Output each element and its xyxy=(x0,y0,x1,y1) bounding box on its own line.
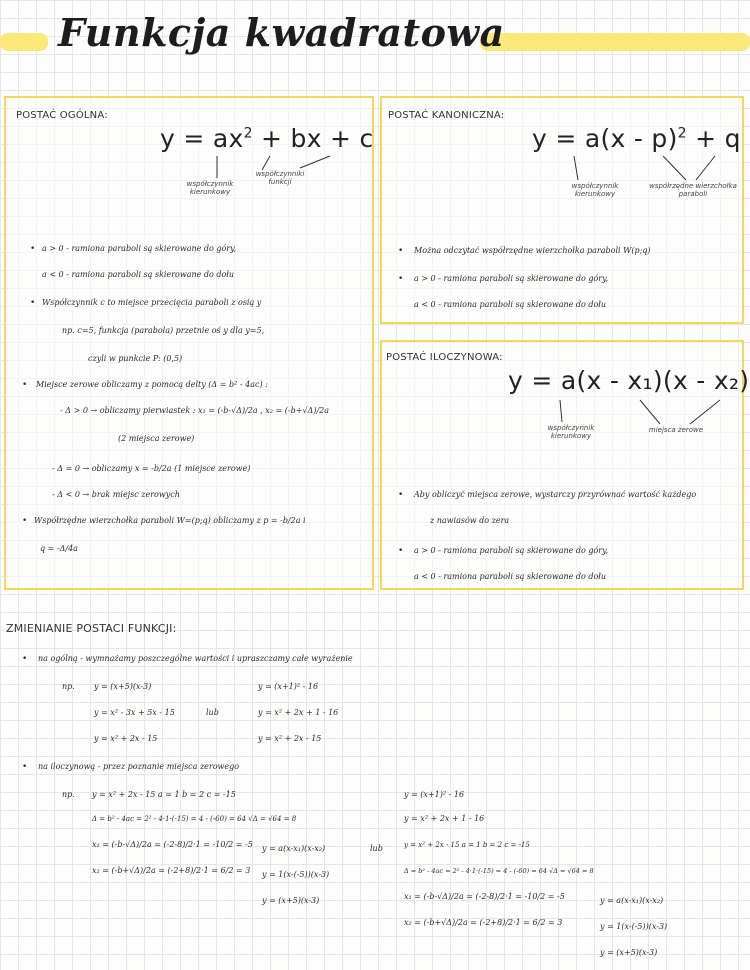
bullet: • xyxy=(398,490,404,500)
connector-line xyxy=(560,400,562,422)
ex2-line-4: x₂ = (-b+√Δ)/2a = (-2+8)/2·1 = 6/2 = 3 xyxy=(92,866,251,875)
general-line-4: np. c=5, funkcja (parabola) przetnie oś y dla y=5, xyxy=(62,326,265,335)
page-title: Funkcja kwadratowa xyxy=(58,10,505,55)
bullet: • xyxy=(22,380,28,390)
general-line-5: czyli w punkcie P: (0,5) xyxy=(88,354,183,363)
ex1-left-1: y = (x+5)(x-3) xyxy=(94,682,152,691)
ex3-line-5: x₁ = (-b-√Δ)/2a = (-2-8)/2·1 = -10/2 = -5 xyxy=(404,892,565,901)
canonical-line-3: a < 0 - ramiona paraboli są skierowane do dołu xyxy=(414,300,607,309)
general-formula-rest: + bx + c xyxy=(261,124,374,153)
canonical-formula-main: y = a(x - p) xyxy=(532,124,678,153)
general-line-2: a < 0 - ramiona paraboli są skierowane do dołu xyxy=(42,270,235,279)
general-line-7: - Δ > 0 → obliczamy pierwiastek : x₁ = (-b-√Δ)/2a , x₂ = (-b+√Δ)/2a xyxy=(60,406,329,415)
ex1-right-3: y = x² + 2x - 15 xyxy=(258,734,322,743)
canonical-formula-exp: 2 xyxy=(677,125,687,142)
bullet: • xyxy=(22,516,28,526)
ex2-mid-2: y = 1(x-(-5))(x-3) xyxy=(262,870,330,879)
ex2-mid-1: y = a(x-x₁)(x-x₂) xyxy=(262,844,326,853)
product-formula: y = a(x - x₁)(x - x₂) xyxy=(508,366,750,395)
lub-label-1: lub xyxy=(206,708,219,717)
ex3-right-3: y = (x+5)(x-3) xyxy=(600,948,658,957)
np-label-1: np. xyxy=(62,682,75,691)
canonical-line-1: Można odczytać współrzędne wierzchołka paraboli W(p;q) xyxy=(414,246,651,255)
general-line-10: - Δ < 0 → brak miejsc zerowych xyxy=(52,490,180,499)
general-formula-main: y = ax xyxy=(160,124,244,153)
connector-line xyxy=(574,156,578,180)
general-line-6: Miejsce zerowe obliczamy z pomocą delty (Δ = b² - 4ac) : xyxy=(36,380,268,389)
connector-line xyxy=(300,156,330,168)
general-form-label: POSTAĆ OGÓLNA: xyxy=(16,110,108,121)
ex2-mid-3: y = (x+5)(x-3) xyxy=(262,896,320,905)
ex2-line-3: x₁ = (-b-√Δ)/2a = (-2-8)/2·1 = -10/2 = -5 xyxy=(92,840,253,849)
general-formula-exp: 2 xyxy=(243,125,253,142)
general-line-9: - Δ = 0 → obliczamy x = -b/2a (1 miejsce zerowe) xyxy=(52,464,251,473)
canonical-formula-rest: + q xyxy=(695,124,741,153)
ex2-line-2: Δ = b² - 4ac = 2² - 4·1·(-15) = 4 - (-60) = 64 √Δ = √64 = 8 xyxy=(92,815,297,823)
bullet: • xyxy=(30,298,36,308)
canonical-note-direction: współczynnik kierunkowy xyxy=(571,182,619,198)
ex1-right-2: y = x² + 2x + 1 - 16 xyxy=(258,708,339,717)
product-line-3: a > 0 - ramiona paraboli są skierowane do góry, xyxy=(414,546,609,555)
ex3-line-1: y = (x+1)² - 16 xyxy=(404,790,465,799)
general-note-coefficients: współczynniki funkcji xyxy=(255,170,305,186)
general-line-3: Współczynnik c to miejsce przecięcia paraboli z osią y xyxy=(42,298,262,307)
ex1-right-1: y = (x+1)² - 16 xyxy=(258,682,319,691)
ex1-left-3: y = x² + 2x - 15 xyxy=(94,734,158,743)
ex3-right-2: y = 1(x-(-5))(x-3) xyxy=(600,922,668,931)
canonical-form-label: POSTAĆ KANONICZNA: xyxy=(388,110,505,121)
ex3-line-3: y = x² + 2x - 15 a = 1 b = 2 c = -15 xyxy=(404,841,530,849)
to-product-line: na iloczynową - przez poznanie miejsca zerowego xyxy=(38,762,240,771)
product-note-roots: miejsca zerowe xyxy=(648,426,704,434)
bullet: • xyxy=(398,546,404,556)
connector-line xyxy=(640,400,660,424)
product-line-4: a < 0 - ramiona paraboli są skierowane do dołu xyxy=(414,572,607,581)
changing-form-label: ZMIENIANIE POSTACI FUNKCJI: xyxy=(6,622,177,635)
lub-label-2: lub xyxy=(370,844,383,853)
bullet: • xyxy=(22,762,28,772)
bullet: • xyxy=(22,654,28,664)
bullet: • xyxy=(30,244,36,254)
np-label-2: np. xyxy=(62,790,75,799)
general-line-12: q = -Δ/4a xyxy=(40,544,78,553)
ex3-line-4: Δ = b² - 4ac = 2² - 4·1·(-15) = 4 - (-60) = 64 √Δ = √64 = 8 xyxy=(404,867,594,875)
connector-line xyxy=(696,156,715,180)
general-note-direction: współczynnik kierunkowy xyxy=(186,180,234,196)
connector-line xyxy=(262,156,270,170)
ex3-right-1: y = a(x-x₁)(x-x₂) xyxy=(600,896,664,905)
general-line-1: a > 0 - ramiona paraboli są skierowane do góry, xyxy=(42,244,237,253)
product-note-direction: współczynnik kierunkowy xyxy=(547,424,595,440)
canonical-line-2: a > 0 - ramiona paraboli są skierowane do góry, xyxy=(414,274,609,283)
bullet: • xyxy=(398,274,404,284)
canonical-note-vertex: współrzędne wierzchołka paraboli xyxy=(649,182,737,198)
ex2-line-1: y = x² + 2x - 15 a = 1 b = 2 c = -15 xyxy=(92,790,236,799)
to-general-line: na ogólną - wymnażamy poszczególne wartości i upraszczamy całe wyrażenie xyxy=(38,654,353,663)
connector-line xyxy=(663,156,686,180)
bullet: • xyxy=(398,246,404,256)
general-line-8: (2 miejsca zerowe) xyxy=(118,434,195,443)
product-line-1: Aby obliczyć miejsca zerowe, wystarczy przyrównać wartość każdego xyxy=(414,490,697,499)
ex3-line-2: y = x² + 2x + 1 - 16 xyxy=(404,814,485,823)
connector-line xyxy=(690,400,720,424)
general-line-11: Współrzędne wierzchołka paraboli W=(p;q) obliczamy z p = -b/2a i xyxy=(34,516,306,525)
product-line-2: z nawiasów do zera xyxy=(430,516,510,525)
ex3-line-6: x₂ = (-b+√Δ)/2a = (-2+8)/2·1 = 6/2 = 3 xyxy=(404,918,563,927)
ex1-left-2: y = x² - 3x + 5x - 15 xyxy=(94,708,175,717)
product-form-label: POSTAĆ ILOCZYNOWA: xyxy=(386,352,503,363)
